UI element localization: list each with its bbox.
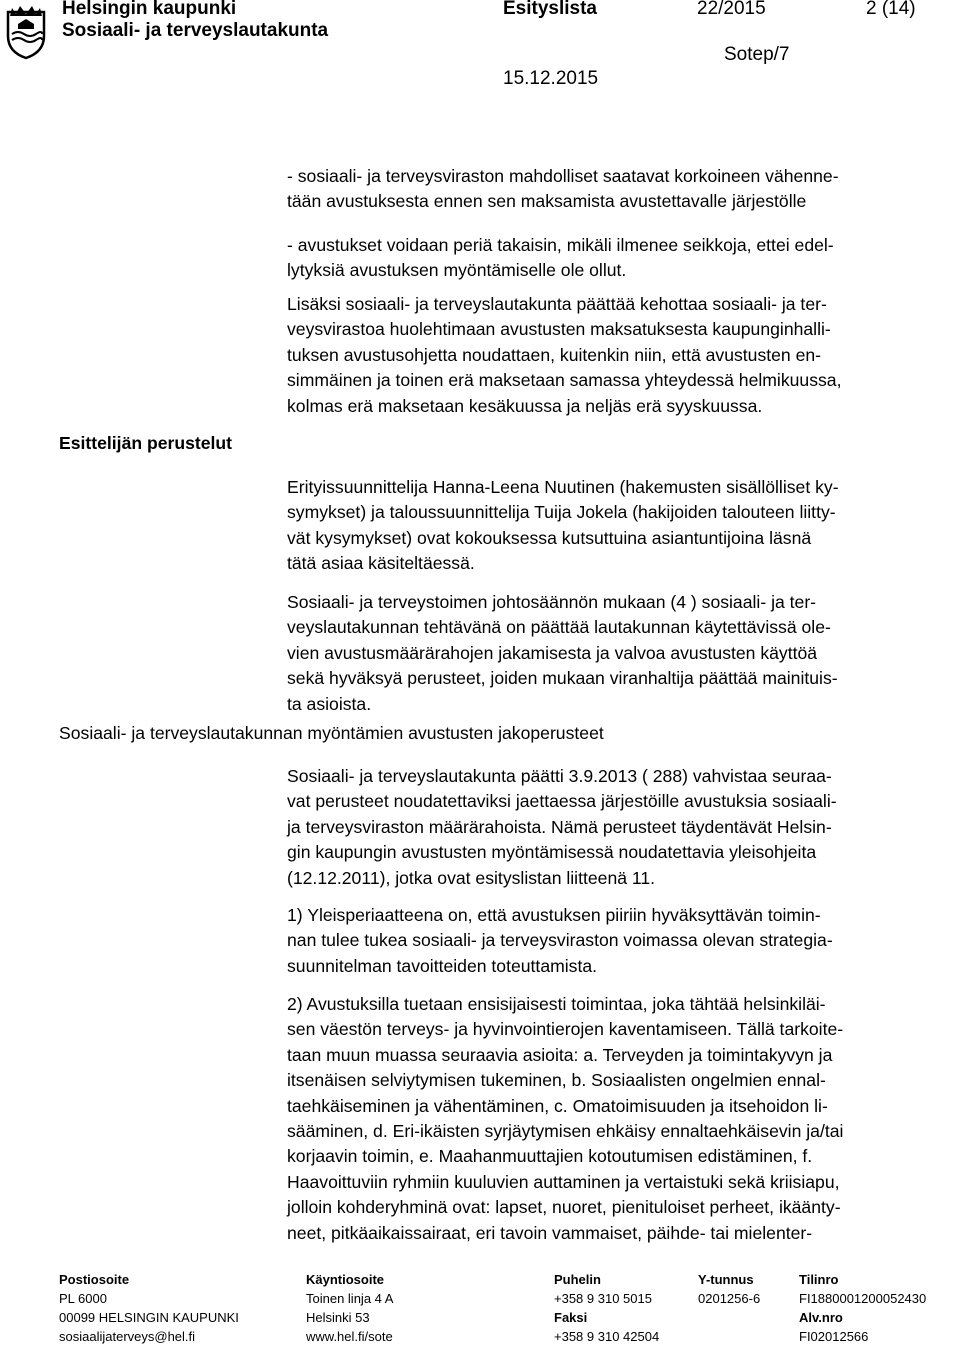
doc-number: 22/2015 bbox=[697, 0, 766, 19]
paragraph-payment-schedule: Lisäksi sosiaali- ja terveyslautakunta päättää kehottaa sosiaali- ja ter- veysvirastoa huolehtimaan avustusten maksatuksesta kaupunginhalli- tuksen avustusohjetta noudattaen, kuitenkin niin, että avustusten en- simmäinen ja toinen erä maksetaan samassa yhteydessä helmikuussa, kolmas erä maksetaan kesäkuussa ja neljäs erä syyskuussa. bbox=[287, 294, 842, 416]
meeting-date: 15.12.2015 bbox=[503, 68, 599, 89]
board-name: Sosiaali- ja terveyslautakunta bbox=[62, 20, 329, 41]
org-name: Helsingin kaupunki bbox=[62, 0, 237, 19]
paragraph-experts: Erityissuunnittelija Hanna-Leena Nuutinen (hakemusten sisällölliset ky- symykset) ja taloussuunnittelija Tuija Jokela (hakijoiden talouteen liitty- vät kysymykset) ovat kokouksessa kutsuttuina asiantuntijoina läsnä tätä asiaa käsiteltäessä. bbox=[287, 477, 839, 574]
paragraph-recovery: - avustukset voidaan periä takaisin, mikäli ilmenee seikkoja, ettei edel- lytyksiä avustuksen myöntämiselle ole ollut. bbox=[287, 235, 834, 281]
footer-phone-fax: Puhelin +358 9 310 5015 Faksi +358 9 310 42504 bbox=[554, 1272, 660, 1344]
page-number: 2 (14) bbox=[866, 0, 916, 19]
footer-postal-address: Postiosoite PL 6000 00099 HELSINGIN KAUPUNKI sosiaalijaterveys@hel.fi bbox=[59, 1272, 239, 1344]
footer-bank-vat: Tilinro FI1880001200052430 Alv.nro FI02012566 bbox=[799, 1272, 927, 1344]
doc-type: Esityslista bbox=[503, 0, 597, 19]
section-heading: Sosiaali- ja terveyslautakunnan myöntämien avustusten jakoperusteet bbox=[59, 723, 604, 743]
paragraph-board-decision: Sosiaali- ja terveyslautakunta päätti 3.9.2013 ( 288) vahvistaa seuraa- vat perusteet noudatettaviksi jaettaessa järjestöille avustuksia sosiaali- ja terveysviraston määrärahoista. Nämä perusteet täydentävät Helsin- gin kaupungin avustusten myöntämisessä noudatettavia yleisohjeita (12.12.2011), jotka ovat esityslistan liitteenä 11. bbox=[287, 766, 837, 888]
footer-business-id: Y-tunnus 0201256-6 bbox=[698, 1272, 761, 1306]
paragraph-principle-2: 2) Avustuksilla tuetaan ensisijaisesti toimintaa, joka tähtää helsinkiläi- sen väestön terveys- ja hyvinvointierojen kaventamiseen. Tällä tarkoite- taan muun muassa seuraavia asioita: a. Terveyden ja toimintakyvyn ja itsenäisen selviytymisen tukeminen, b. Sosiaalisten ongelmien ennal- taehkäiseminen ja vähentäminen, c. Omatoimisuuden ja itsehoidon li- sääminen, d. Eri-ikäisten syrjäytymisen ehkäisy ennaltaehkäisevin ja/tai korjaavin toimin, e. Maahanmuuttajien kotoutumisen edistäminen, f. Haavoittuviin ryhmiin kuuluvien auttaminen ja vertaistuki sekä kriisiapu, jolloin kohderyhminä ovat: lapset, nuoret, pienituloiset perheet, ikäänty- neet, pitkäaikaissairaat, eri tavoin vammaiset, päihde- tai mielenter- bbox=[287, 994, 844, 1243]
section-code: Sotep/7 bbox=[724, 44, 790, 65]
rationale-label: Esittelijän perustelut bbox=[59, 433, 233, 453]
paragraph-bylaw: Sosiaali- ja terveystoimen johtosäännön mukaan (4 ) sosiaali- ja ter- veyslautakunnan tehtävänä on päättää lautakunnan käytettävissä ole- vien avustusmäärärahojen jakamisesta ja valvoa avustusten käyttöä sekä hyväksyä perusteet, joiden mukaan viranhaltija päättää mainituis- ta asioista. bbox=[287, 592, 838, 714]
helsinki-coat-of-arms-logo bbox=[2, 2, 50, 60]
footer-visiting-address: Käyntiosoite Toinen linja 4 A Helsinki 53 www.hel.fi/sote bbox=[306, 1272, 394, 1344]
paragraph-principle-1: 1) Yleisperiaatteena on, että avustuksen piiriin hyväksyttävän toimin- nan tulee tukea sosiaali- ja terveysviraston voimassa olevan strategia- suunnitelman tavoitteiden toteuttamista. bbox=[287, 905, 833, 976]
paragraph-receivables: - sosiaali- ja terveysviraston mahdolliset saatavat korkoineen vähenne- tään avustuksesta ennen sen maksamista avustettavalle järjestölle bbox=[287, 166, 839, 212]
